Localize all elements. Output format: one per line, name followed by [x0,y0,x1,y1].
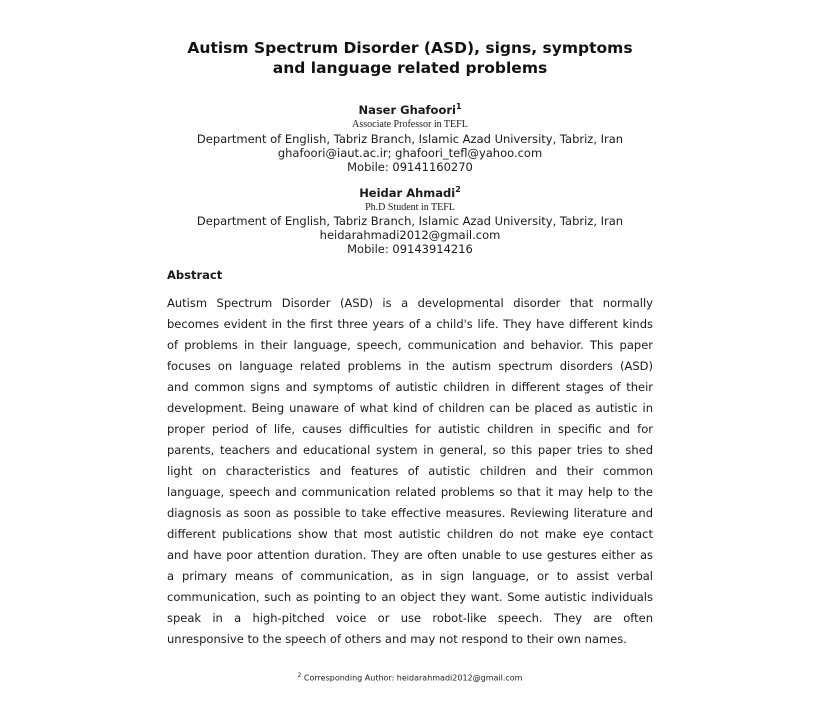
author-2-mobile: Mobile: 09143914216 [347,242,473,256]
author-1-role: Associate Professor in TEFL [352,119,468,130]
author-1-name-line [0,103,820,117]
paper-title-line-1: Autism Spectrum Disorder (ASD), signs, symptoms [187,39,633,57]
corresponding-author-footnote [0,670,820,684]
author-2-marker: 2 [455,185,461,195]
author-1-marker: 1 [455,102,462,112]
abstract-line: language, speech and communication related problems so that it may help to the [167,485,653,499]
author-2-email: heidarahmadi2012@gmail.com [319,228,501,242]
abstract-line: unresponsive to the speech of others and may not respond to their own names. [167,632,627,646]
author-1-affiliation: Department of English, Tabriz Branch, Islamic Azad University, Tabriz, Iran [196,132,624,146]
author-2-name: Heidar Ahmadi [359,186,456,200]
abstract-line: and have poor attention duration. They are often unable to use gestures either as [167,548,653,562]
abstract-line: parents, teachers and educational system in general, so this paper tries to shed [167,443,653,457]
author-1-name: Naser Ghafoori [358,103,456,117]
abstract-line: proper period of life, causes difficulties for autistic children in specific and for [167,422,653,436]
abstract-line: development. Being unaware of what kind of children can be placed as autistic in [167,401,653,415]
abstract-line: light on characteristics and features of autistic children and their common [167,464,653,478]
footnote-text: Corresponding Author: heidarahmadi2012@gmail.com [303,673,523,683]
abstract-line: a primary means of communication, as in sign language, or to assist verbal [167,569,653,583]
abstract-line: Autism Spectrum Disorder (ASD) is a developmental disorder that normally [167,296,653,310]
abstract-line: diagnosis as soon as possible to take effective measures. Reviewing literature and [167,506,653,520]
author-2-role: Ph.D Student in TEFL [365,202,455,213]
abstract-line: different publications show that most autistic children do not make eye contact [167,527,653,541]
abstract-line: speak in a high-pitched voice or use robot-like speech. They are often [167,611,653,625]
abstract-heading: Abstract [167,268,223,282]
paper-title-line-2: and language related problems [272,59,548,77]
author-1-mobile: Mobile: 09141160270 [347,160,473,174]
abstract-line: and common signs and symptoms of autistic children in different stages of their [167,380,653,394]
author-2-affiliation: Department of English, Tabriz Branch, Islamic Azad University, Tabriz, Iran [196,214,624,228]
author-1-email: ghafoori@iaut.ac.ir; ghafoori_tefl@yahoo.com [277,146,543,160]
abstract-line: becomes evident in the first three years of a child's life. They have different kinds [167,317,653,331]
abstract-line: focuses on language related problems in the autism spectrum disorders (ASD) [167,359,653,373]
footnote-marker: 2 [297,672,302,679]
abstract-line: of problems in their language, speech, communication and behavior. This paper [167,338,653,352]
author-2-name-line [0,186,820,200]
abstract-line: communication, such as pointing to an object they want. Some autistic individuals [167,590,653,604]
